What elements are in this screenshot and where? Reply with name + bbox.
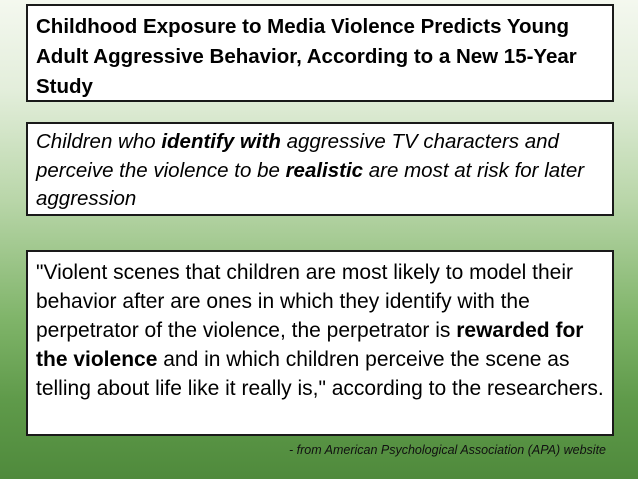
quote-text-1: "Violent scenes that children are most likely to model their behavior after are ones in which they identify with the perpetrator of the violence, the perpetrator is [36, 261, 573, 342]
slide-title: Childhood Exposure to Media Violence Predicts Young Adult Aggressive Behavior, According to a New 15-Year Study [36, 15, 577, 98]
key-finding-text-2: aggressive TV characters and perceive the violence to be [36, 130, 559, 182]
source-attribution: - from American Psychological Association (APA) website [288, 443, 606, 457]
key-finding-text-3: are most at risk for later aggression [36, 158, 585, 210]
key-finding-text-1: Children who [36, 130, 162, 153]
quote-emphasis: rewarded for the violence [36, 319, 584, 371]
researcher-quote-box [26, 250, 614, 436]
slide-title-box [26, 4, 614, 102]
key-finding-emphasis-realistic: realistic [285, 158, 364, 182]
key-finding-box [26, 122, 614, 216]
key-finding-emphasis-identify: identify with [161, 130, 281, 153]
quote-text-2: and in which children perceive the scene as telling about life like it really is," according to the researchers. [36, 348, 604, 400]
